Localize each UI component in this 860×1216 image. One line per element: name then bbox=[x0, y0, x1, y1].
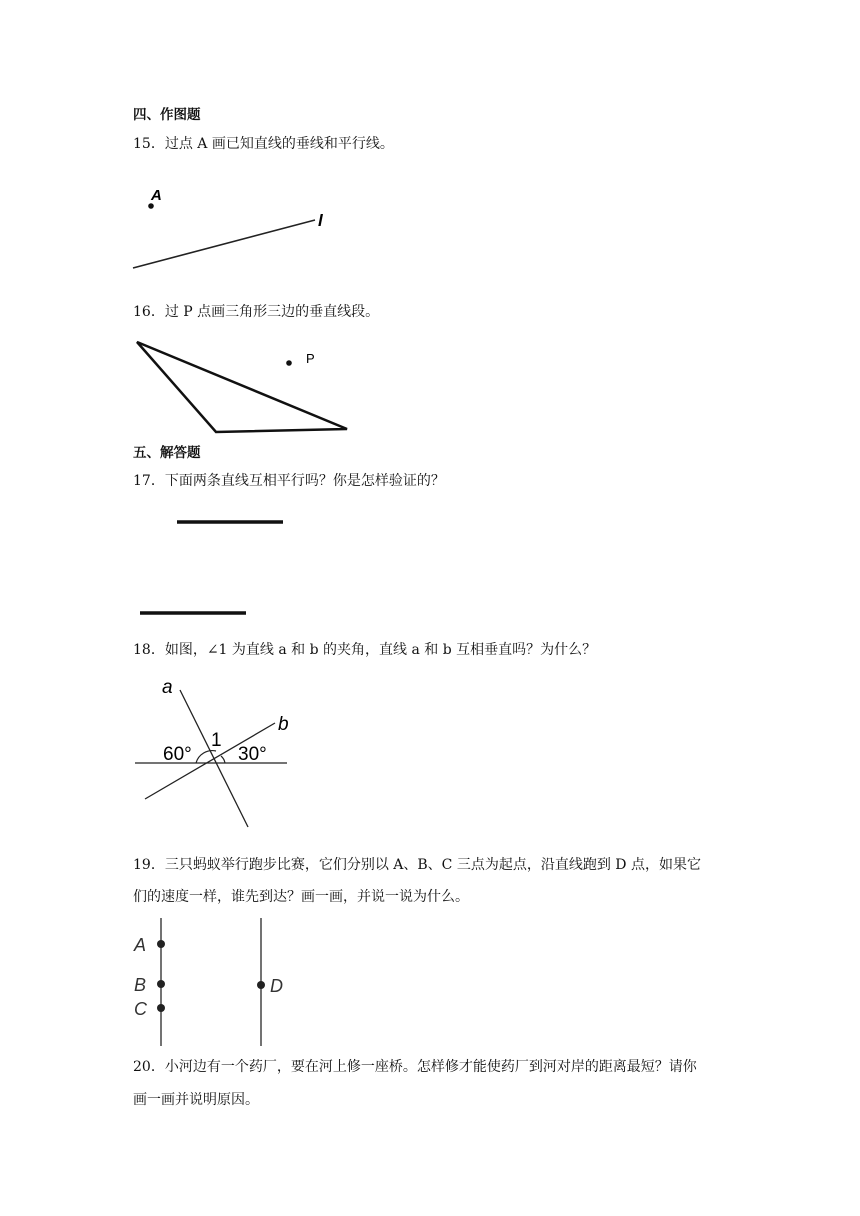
point-a-label: A bbox=[151, 187, 162, 204]
point-b-label: B bbox=[134, 975, 147, 995]
figure-17 bbox=[125, 510, 305, 620]
figure-16 bbox=[125, 330, 365, 440]
line-l-label: l bbox=[318, 211, 323, 230]
angle-1-label: 1 bbox=[211, 730, 222, 751]
section-heading-drawing: 四、作图题 bbox=[133, 107, 201, 123]
given-line-l bbox=[133, 220, 315, 268]
angle-30-label: 30° bbox=[238, 744, 267, 765]
point-a bbox=[157, 940, 165, 948]
point-a-label: A bbox=[134, 935, 147, 955]
angle-60-label: 60° bbox=[163, 744, 192, 765]
figure-15 bbox=[125, 180, 345, 280]
triangle bbox=[137, 342, 347, 432]
line-a-label: a bbox=[162, 677, 173, 698]
line-b-label: b bbox=[278, 714, 289, 735]
figure-19 bbox=[125, 915, 315, 1050]
point-a bbox=[148, 203, 154, 209]
point-d bbox=[257, 981, 265, 989]
question-16: 16．过 P 点画三角形三边的垂直线段。 bbox=[133, 304, 380, 320]
question-17: 17．下面两条直线互相平行吗？你是怎样验证的？ bbox=[133, 473, 445, 489]
point-p-label: P bbox=[306, 351, 315, 366]
question-15: 15．过点 A 画已知直线的垂线和平行线。 bbox=[133, 136, 394, 152]
point-b bbox=[157, 980, 165, 988]
point-d-label: D bbox=[270, 976, 283, 996]
question-20-line-2: 画一画并说明原因。 bbox=[133, 1092, 259, 1108]
section-heading-answer: 五、解答题 bbox=[133, 445, 201, 461]
question-20-line-1: 20．小河边有一个药厂，要在河上修一座桥。怎样修才能使药厂到河对岸的距离最短？请你 bbox=[133, 1059, 697, 1075]
question-19-line-1: 19．三只蚂蚁举行跑步比赛，它们分别以 A、B、C 三点为起点，沿直线跑到 D 点，如果它 bbox=[133, 857, 701, 873]
point-c bbox=[157, 1004, 165, 1012]
figure-18 bbox=[125, 675, 305, 835]
question-19-line-2: 们的速度一样，谁先到达？画一画，并说一说为什么。 bbox=[133, 889, 469, 905]
question-18: 18．如图，∠1 为直线 a 和 b 的夹角，直线 a 和 b 互相垂直吗？为什么？ bbox=[133, 642, 597, 658]
point-c-label: C bbox=[134, 999, 147, 1019]
angle-arc-right bbox=[221, 756, 225, 763]
point-p bbox=[286, 360, 292, 366]
